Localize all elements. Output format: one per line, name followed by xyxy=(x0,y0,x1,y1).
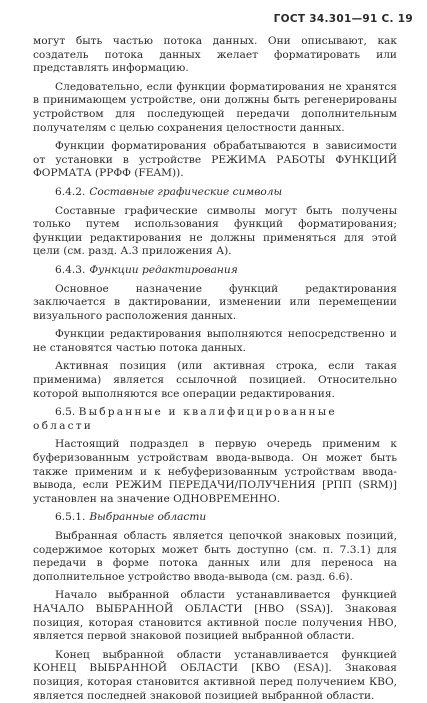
paragraph: могут быть частью потока данных. Они описывают, как создатель потока данных желает форматировать или представлять информацию. xyxy=(33,35,397,75)
subsection-title: Функции редактирования xyxy=(89,263,238,276)
paragraph: Функции форматирования обрабатываются в зависимости от установки в устройстве РЕЖИМА РАБОТЫ ФУНКЦИЙ ФОРМАТА (РРФФ (FEAM)). xyxy=(33,140,397,180)
paragraph: Начало выбранной области устанавливается функцией НАЧАЛО ВЫБРАННОЙ ОБЛАСТИ [НВО (SSA)]. Знаковая позиция, которая становится активной после получения НВО, является первой знаковой позицией выбранной области. xyxy=(33,589,397,643)
subsection-heading xyxy=(33,186,397,200)
paragraph: Активная позиция (или активная строка, если такая применима) является ссылочной позицией. Относительно которой выполняются все операции редактирования. xyxy=(33,360,397,400)
paragraph: Конец выбранной области устанавливается функцией КОНЕЦ ВЫБРАННОЙ ОБЛАСТИ [КВО (ESA)]. Знаковая позиция, которая становится активной перед получением КВО, является последней знаковой позицией выбранной области. xyxy=(33,648,397,702)
page-body xyxy=(33,35,397,703)
paragraph: Следовательно, если функции форматирования не хранятся в принимающем устройстве, они должны быть регенерированы устройством для последующей передачи дополнительным получателям с целью сохранения целостности данных. xyxy=(33,80,397,134)
subsection-title: Составные графические символы xyxy=(89,185,283,198)
section-title: Выбранные и квалифицированные области xyxy=(33,406,337,432)
paragraph: Составные графические символы могут быть получены только путем использования функций форматирования; функции редактирования не должны применяться для этой цели (см. разд. А.3 приложения А). xyxy=(33,204,397,258)
subsection-number: 6.4.2. xyxy=(55,185,86,198)
section-number: 6.5. xyxy=(55,406,76,419)
section-heading xyxy=(33,406,397,433)
running-header: ГОСТ 34.301—91 С. 19 xyxy=(273,13,413,25)
subsection-title: Выбранные области xyxy=(89,511,207,524)
subsection-heading xyxy=(33,264,397,278)
subsection-heading xyxy=(33,511,397,525)
subsection-number: 6.4.3. xyxy=(55,263,86,276)
paragraph: Настоящий подраздел в первую очередь применим к буферизованным устройствам ввода-вывода. Он может быть также применим и к небуферизованным устройствам ввода-вывода, если РЕЖИМ ПЕРЕДАЧИ/ПОЛУЧЕНИЯ [РПП (SRM)] установлен на значение ОДНОВРЕМЕННО. xyxy=(33,438,397,505)
paragraph: Функции редактирования выполняются непосредственно и не становятся частью потока данных. xyxy=(33,328,397,354)
subsection-number: 6.5.1. xyxy=(55,511,86,524)
paragraph: Выбранная область является цепочкой знаковых позиций, содержимое которых может быть доступно (см. п. 7.3.1) для передачи в форме потока данных или для переноса на дополнительное устройство ввода-вывода (см. разд. 6.6). xyxy=(33,530,397,583)
paragraph: Основное назначение функций редактирования заключается в дактировании, изменении или перемещении визуального расположения данных. xyxy=(33,282,397,322)
